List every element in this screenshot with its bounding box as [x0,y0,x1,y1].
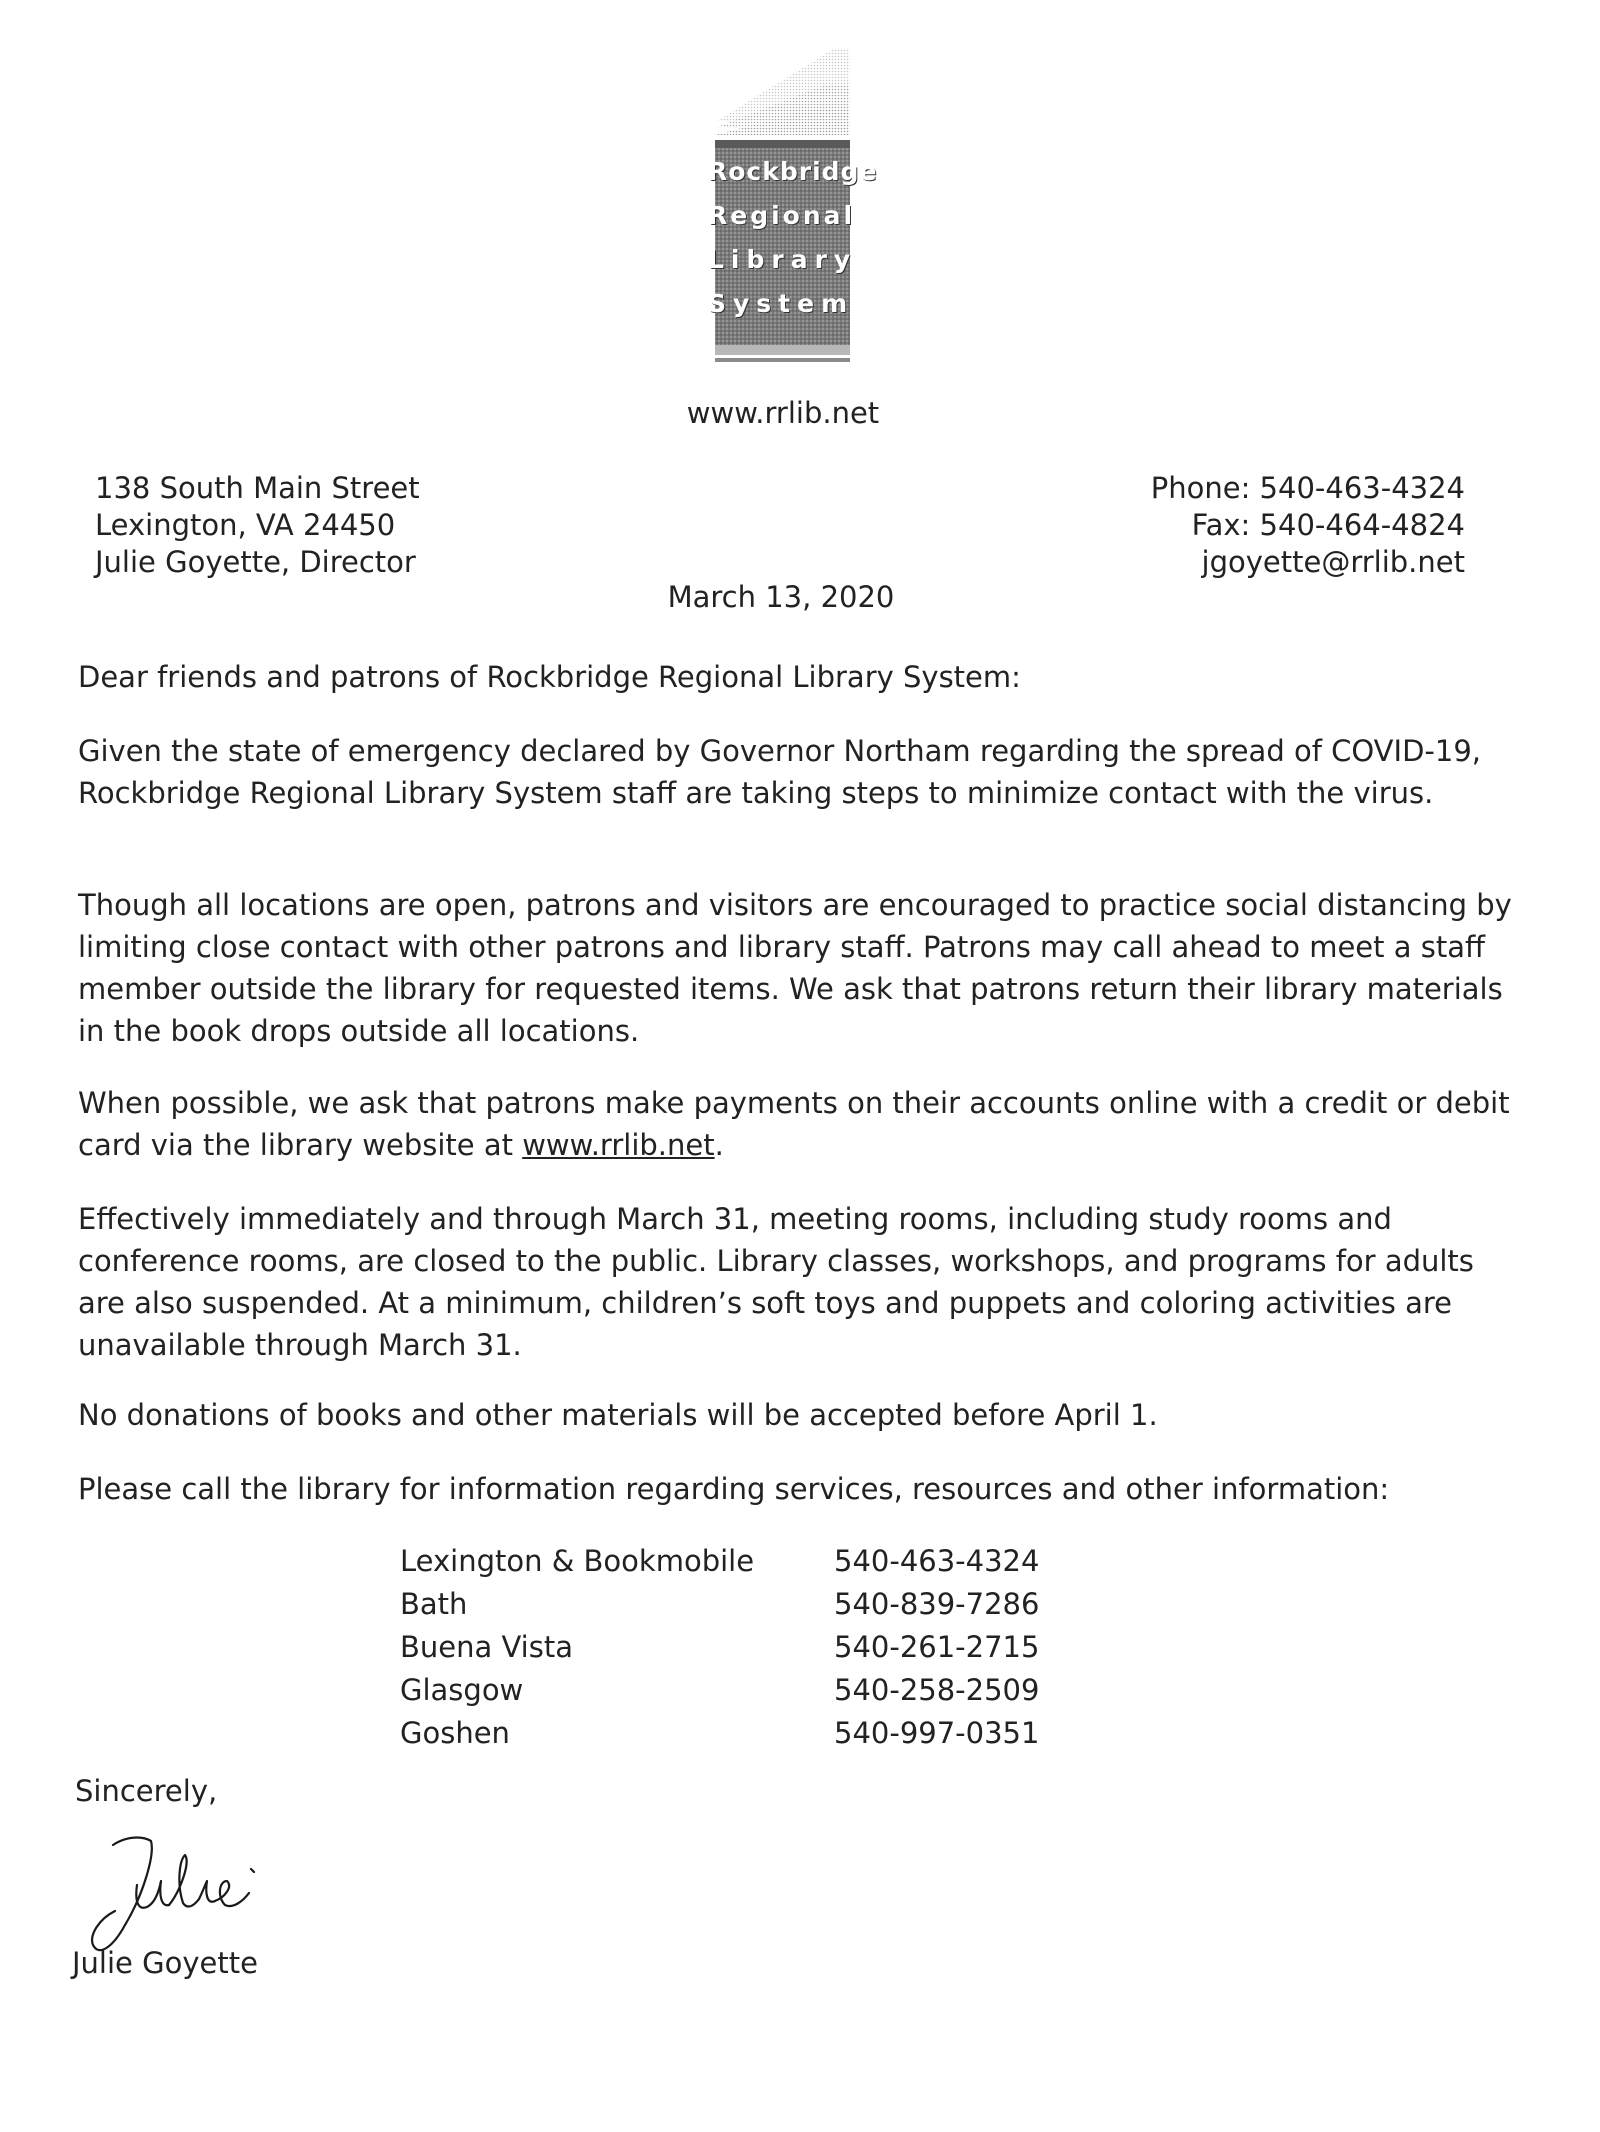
phone-number: Phone: 540-463-4324 [1150,471,1465,505]
location-phone-table [400,1540,1039,1755]
closing: Sincerely, [75,1774,218,1808]
fax-number: Fax: 540-464-4824 [1191,508,1465,542]
location-name: Glasgow [400,1673,524,1707]
signer-name: Julie Goyette [72,1946,258,1980]
paragraph-donations: No donations of books and other materials will be accepted before April 1. [78,1398,1158,1432]
table-row [400,1669,1039,1712]
salutation: Dear friends and patrons of Rockbridge Regional Library System: [78,660,1021,694]
table-row [400,1626,1039,1669]
website-link[interactable]: www.rrlib.net [522,1128,715,1162]
paragraph-payments: When possible, we ask that patrons make payments on their accounts online with a credit or debit card via the library website at www.rrlib.net. [78,1086,1510,1162]
logo-wordmark: Rockbridge Regional Library System [708,157,878,318]
location-phone: 540-261-2715 [834,1630,1040,1664]
table-row [400,1583,1039,1626]
director-name: Julie Goyette, Director [95,545,416,579]
paragraph-closures: Effectively immediately and through March 31, meeting rooms, including study rooms and conference rooms, are closed to the public. Library classes, workshops, and programs for adults are also suspended. At a minimum, children’s soft toys and puppets and coloring activities are unavailable through March 31. [78,1202,1474,1362]
paragraph-emergency: Given the state of emergency declared by Governor Northam regarding the spread of COVID-19, Rockbridge Regional Library System staff are taking steps to minimize contact with the virus. [78,734,1481,810]
email-address: jgoyette@rrlib.net [1201,545,1465,579]
website-url: www.rrlib.net [686,396,880,430]
location-phone: 540-997-0351 [834,1716,1040,1750]
letter-date: March 13, 2020 [667,580,895,614]
location-phone: 540-258-2509 [834,1673,1040,1707]
street-address: 138 South Main Street [95,471,420,505]
table-row [400,1712,1039,1755]
city-state-zip: Lexington, VA 24450 [95,508,396,542]
location-name: Buena Vista [400,1630,573,1664]
location-name: Goshen [400,1716,510,1750]
location-phone: 540-839-7286 [834,1587,1040,1621]
location-phone: 540-463-4324 [834,1544,1040,1578]
paragraph-call-library: Please call the library for information regarding services, resources and other information: [78,1472,1390,1506]
location-name: Bath [400,1587,468,1621]
table-row [400,1540,1039,1583]
paragraph-social-distancing: Though all locations are open, patrons and visitors are encouraged to practice social distancing by limiting close contact with other patrons and library staff. Patrons may call ahead to meet a staff member outside the library for requested items. We ask that patrons return their library materials in the book drops outside all locations. [78,888,1512,1048]
location-name: Lexington & Bookmobile [400,1544,755,1578]
address-block [95,470,420,581]
contact-block [1151,470,1465,581]
